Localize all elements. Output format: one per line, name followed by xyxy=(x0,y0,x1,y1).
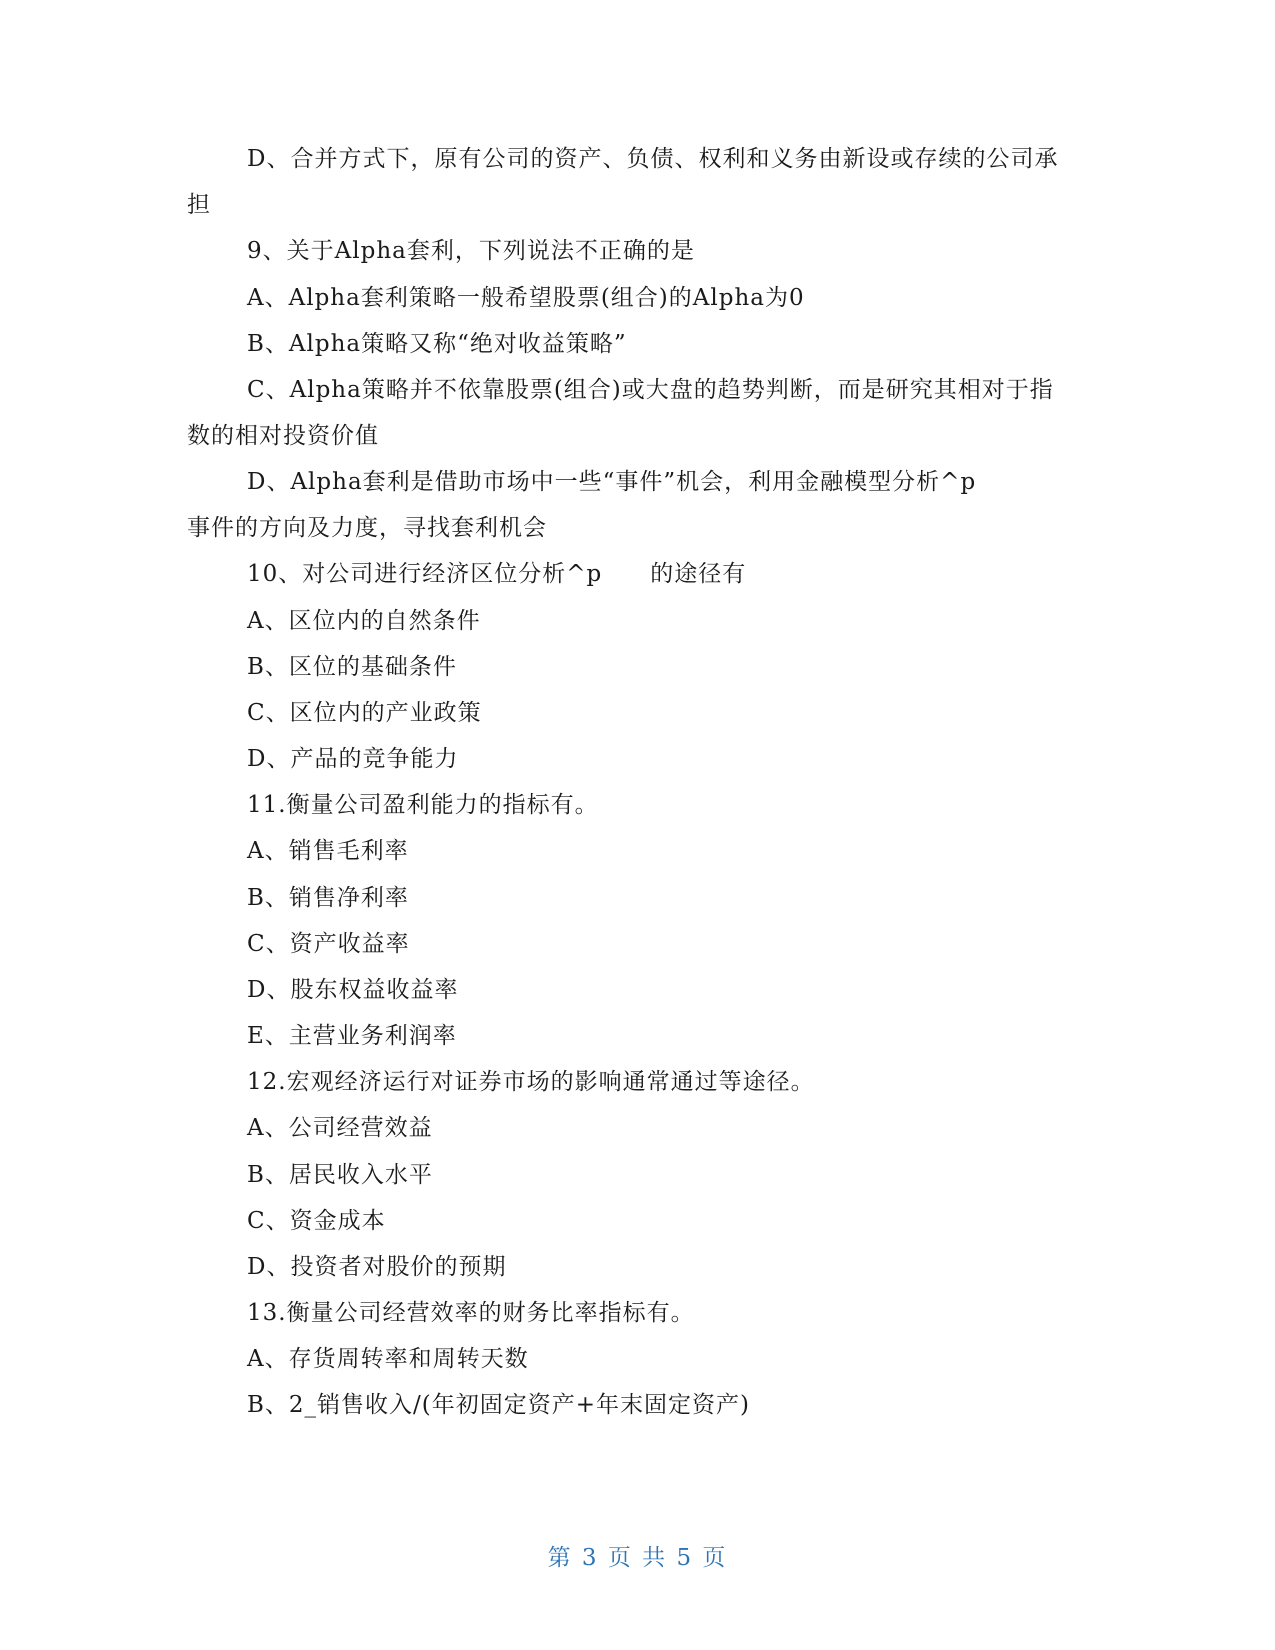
option-line: B、2_销售收入/(年初固定资产+年末固定资产) xyxy=(247,1392,751,1418)
option-line: C、Alpha策略并不依靠股票(组合)或大盘的趋势判断，而是研究其相对于指 xyxy=(247,377,1054,403)
text-line: 担 xyxy=(187,192,211,218)
option-line: C、区位内的产业政策 xyxy=(247,700,482,726)
option-line: E、主营业务利润率 xyxy=(247,1023,457,1049)
option-line: C、资产收益率 xyxy=(247,931,410,957)
option-line: D、Alpha套利是借助市场中一些“事件”机会，利用金融模型分析^p xyxy=(247,469,977,495)
option-line: A、Alpha套利策略一般希望股票(组合)的Alpha为0 xyxy=(247,285,805,311)
question-13: 13.衡量公司经营效率的财务比率指标有。 xyxy=(247,1300,695,1326)
option-line: C、资金成本 xyxy=(247,1208,386,1234)
option-line: B、居民收入水平 xyxy=(247,1162,433,1188)
option-line: D、产品的竞争能力 xyxy=(247,746,459,772)
option-line: A、区位内的自然条件 xyxy=(247,608,481,634)
option-line: A、销售毛利率 xyxy=(247,838,409,864)
option-line: A、存货周转率和周转天数 xyxy=(247,1346,529,1372)
question-9: 9、关于Alpha套利，下列说法不正确的是 xyxy=(247,238,695,264)
option-line: A、公司经营效益 xyxy=(247,1115,433,1141)
text-line: 事件的方向及力度，寻找套利机会 xyxy=(187,515,547,541)
option-line: D、股东权益收益率 xyxy=(247,977,459,1003)
question-11: 11.衡量公司盈利能力的指标有。 xyxy=(247,792,599,818)
text-line: D、合并方式下，原有公司的资产、负债、权利和义务由新设或存续的公司承 xyxy=(247,146,1059,172)
option-line: B、Alpha策略又称“绝对收益策略” xyxy=(247,331,627,357)
option-line: B、区位的基础条件 xyxy=(247,654,457,680)
text-line: 数的相对投资价值 xyxy=(187,423,379,449)
page-number-footer: 第 3 页 共 5 页 xyxy=(547,1545,728,1571)
question-12: 12.宏观经济运行对证券市场的影响通常通过等途径。 xyxy=(247,1069,815,1095)
option-line: B、销售净利率 xyxy=(247,885,409,911)
option-line: D、投资者对股价的预期 xyxy=(247,1254,507,1280)
question-10: 10、对公司进行经济区位分析^p 的途径有 xyxy=(247,561,747,587)
